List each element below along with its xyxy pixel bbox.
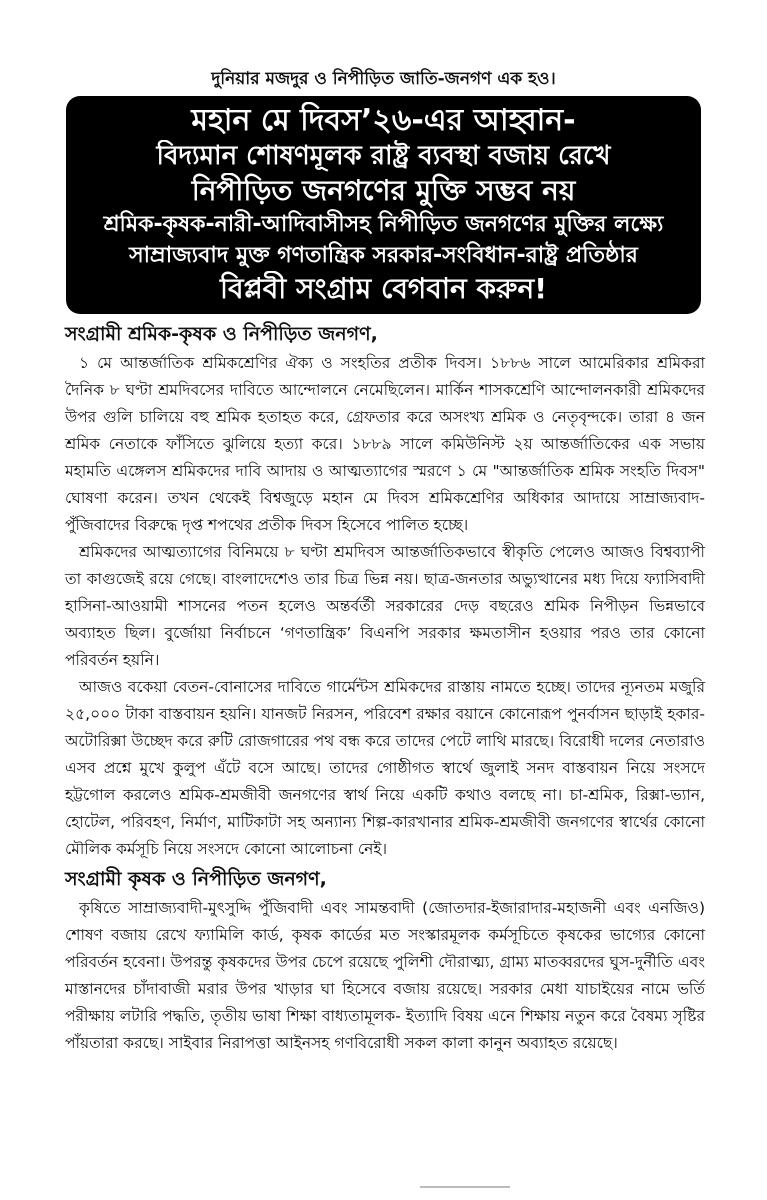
section-heading-peasants: সংগ্রামী কৃষক ও নিপীড়িত জনগণ, bbox=[65, 868, 327, 890]
banner-line-6: বিপ্লবী সংগ্রাম বেগবান করুন! bbox=[219, 272, 547, 305]
paragraph-peasants: কৃষিতে সাম্রাজ্যবাদী-মুৎসুদ্দি পুঁজিবাদী এবং সামন্তবাদী (জোতদার-ইজারাদার-মহাজনী এবং এনজিও) শোষণ বজায় রেখে ফ্যামিলি কার্ড, কৃষক কার্ডের মত সংস্কারমূলক কর্মসূচিতে কৃষকের ভাগ্যের কোনো পরিবর্তন হবেনা। উপরন্তু কৃষকদের উপর চেপে রয়েছে পুলিশী দৌরাত্ম্য, গ্রাম্য মাতব্বরদের ঘুস-দুর্নীতি এবং মাস্তানদের চাঁদাবাজী মরার উপর খাড়ার ঘা হিসেবে বজায় রয়েছে। সরকার মেধা যাচাইয়ের নামে ভর্তি পরীক্ষায় লটারি পদ্ধতি, তৃতীয় ভাষা শিক্ষা বাধ্যতামূলক- ইত্যাদি বিষয় এনে শিক্ষায় নতুন করে বৈষম্য সৃষ্টির পাঁয়তারা করছে। সাইবার নিরাপত্তা আইনসহ গণবিরোধী সকল কালা কানুন অব্যাহত রয়েছে। bbox=[65, 899, 705, 1052]
page-bottom-mark bbox=[420, 1186, 510, 1188]
banner-line-1: মহান মে দিবস’২৬-এর আহ্বান- bbox=[191, 103, 576, 138]
paragraph-may-day-history: ১ মে আন্তর্জাতিক শ্রমিকশ্রেণির ঐক্য ও সংহতির প্রতীক দিবস। ১৮৮৬ সালে আমেরিকার শ্রমিকরা দৈনিক ৮ ঘণ্টা শ্রমদিবসের দাবিতে আন্দোলনে নেমেছিলেন। মার্কিন শাসকশ্রেণি আন্দোলনকারী শ্রমিকদের উপর গুলি চালিয়ে বহু শ্রমিক হতাহত করে, গ্রেফতার করে অসংখ্য শ্রমিক ও নেতৃবৃন্দকে। তারা ৪ জন শ্রমিক নেতাকে ফাঁসিতে ঝুলিয়ে হত্যা করে। ১৮৮৯ সালে কমিউনিস্ট ২য় আন্তর্জাতিকের এক সভায় মহামতি এঙ্গেলস শ্রমিকদের দাবি আদায় ও আত্মত্যাগের স্মরণে ১ মে "আন্তর্জাতিক শ্রমিক সংহতি দিবস" ঘোষণা করেন। তখন থেকেই বিশ্বজুড়ে মহান মে দিবস শ্রমিকশ্রেণির অধিকার আদায়ে সাম্রাজ্যবাদ-পুঁজিবাদের বিরুদ্ধে দৃপ্ত শপথের প্রতীক দিবস হিসেবে পালিত হচ্ছে। bbox=[65, 354, 705, 534]
banner-line-5: সাম্রাজ্যবাদ মুক্ত গণতান্ত্রিক সরকার-সংবিধান-রাষ্ট্র প্রতিষ্ঠার bbox=[129, 243, 638, 268]
paragraph-workers-demands: আজও বকেয়া বেতন-বোনাসের দাবিতে গার্মেন্টস শ্রমিকদের রাস্তায় নামতে হচ্ছে। তাদের ন্যূনতম মজুরি ২৫,০০০ টাকা বাস্তবায়ন হয়নি। যানজট নিরসন, পরিবেশ রক্ষার বয়ানে কোনোরূপ পুনর্বাসন ছাড়াই হকার-অটোরিক্সা উচ্ছেদ করে রুটি রোজগারের পথ বন্ধ করে তাদের পেটে লাথি মারছে। বিরোধী দলের নেতারাও এসব প্রশ্নে মুখে কুলুপ এঁটে বসে আছে। তাদের গোষ্ঠীগত স্বার্থে জুলাই সনদ বাস্তবায়ন নিয়ে সংসদে হট্টগোল করলেও শ্রমিক-শ্রমজীবী জনগণের স্বার্থ নিয়ে একটি কথাও বলছে না। চা-শ্রমিক, রিক্সা-ভ্যান, হোটেল, পরিবহণ, নির্মাণ, মাটিকাটা সহ অন্যান্য শিল্প-কারখানার শ্রমিক-শ্রমজীবী জনগণের স্বার্থের কোনো মৌলিক কর্মসূচি নিয়ে সংসদে কোনো আলোচনা নেই। bbox=[65, 678, 705, 858]
slogan: দুনিয়ার মজদুর ও নিপীড়িত জাতি-জনগণ এক হও। bbox=[211, 69, 556, 89]
paragraph-workers-sacrifice: শ্রমিকদের আত্মত্যাগের বিনিময়ে ৮ ঘণ্টা শ্রমদিবস আন্তর্জাতিকভাবে স্বীকৃতি পেলেও আজও বিশ্বব্যাপী তা কাগুজেই রয়ে গেছে। বাংলাদেশেও তার চিত্র ভিন্ন নয়। ছাত্র-জনতার অভ্যুত্থানের মধ্য দিয়ে ফ্যাসিবাদী হাসিনা-আওয়ামী শাসনের পতন হলেও অন্তর্বর্তী সরকারের দেড় বছরেও শ্রমিক নিপীড়ন ভিন্নভাবে অব্যাহত ছিল। বুর্জোয়া নির্বাচনে ‘গণতান্ত্রিক’ বিএনপি সরকার ক্ষমতাসীন হওয়ার পরও তার কোনো পরিবর্তন হয়নি। bbox=[65, 543, 705, 669]
headline-banner bbox=[66, 96, 701, 314]
banner-line-2: বিদ্যমান শোষণমূলক রাষ্ট্র ব্যবস্থা বজায় রেখে bbox=[156, 141, 611, 171]
body-content bbox=[65, 318, 705, 1057]
section-heading-workers: সংগ্রামী শ্রমিক-কৃষক ও নিপীড়িত জনগণ, bbox=[65, 323, 378, 345]
banner-line-4: শ্রমিক-কৃষক-নারী-আদিবাসীসহ নিপীড়িত জনগণের মুক্তির লক্ষ্যে bbox=[103, 212, 664, 237]
banner-line-3: নিপীড়িত জনগণের মুক্তি সম্ভব নয় bbox=[191, 174, 576, 207]
